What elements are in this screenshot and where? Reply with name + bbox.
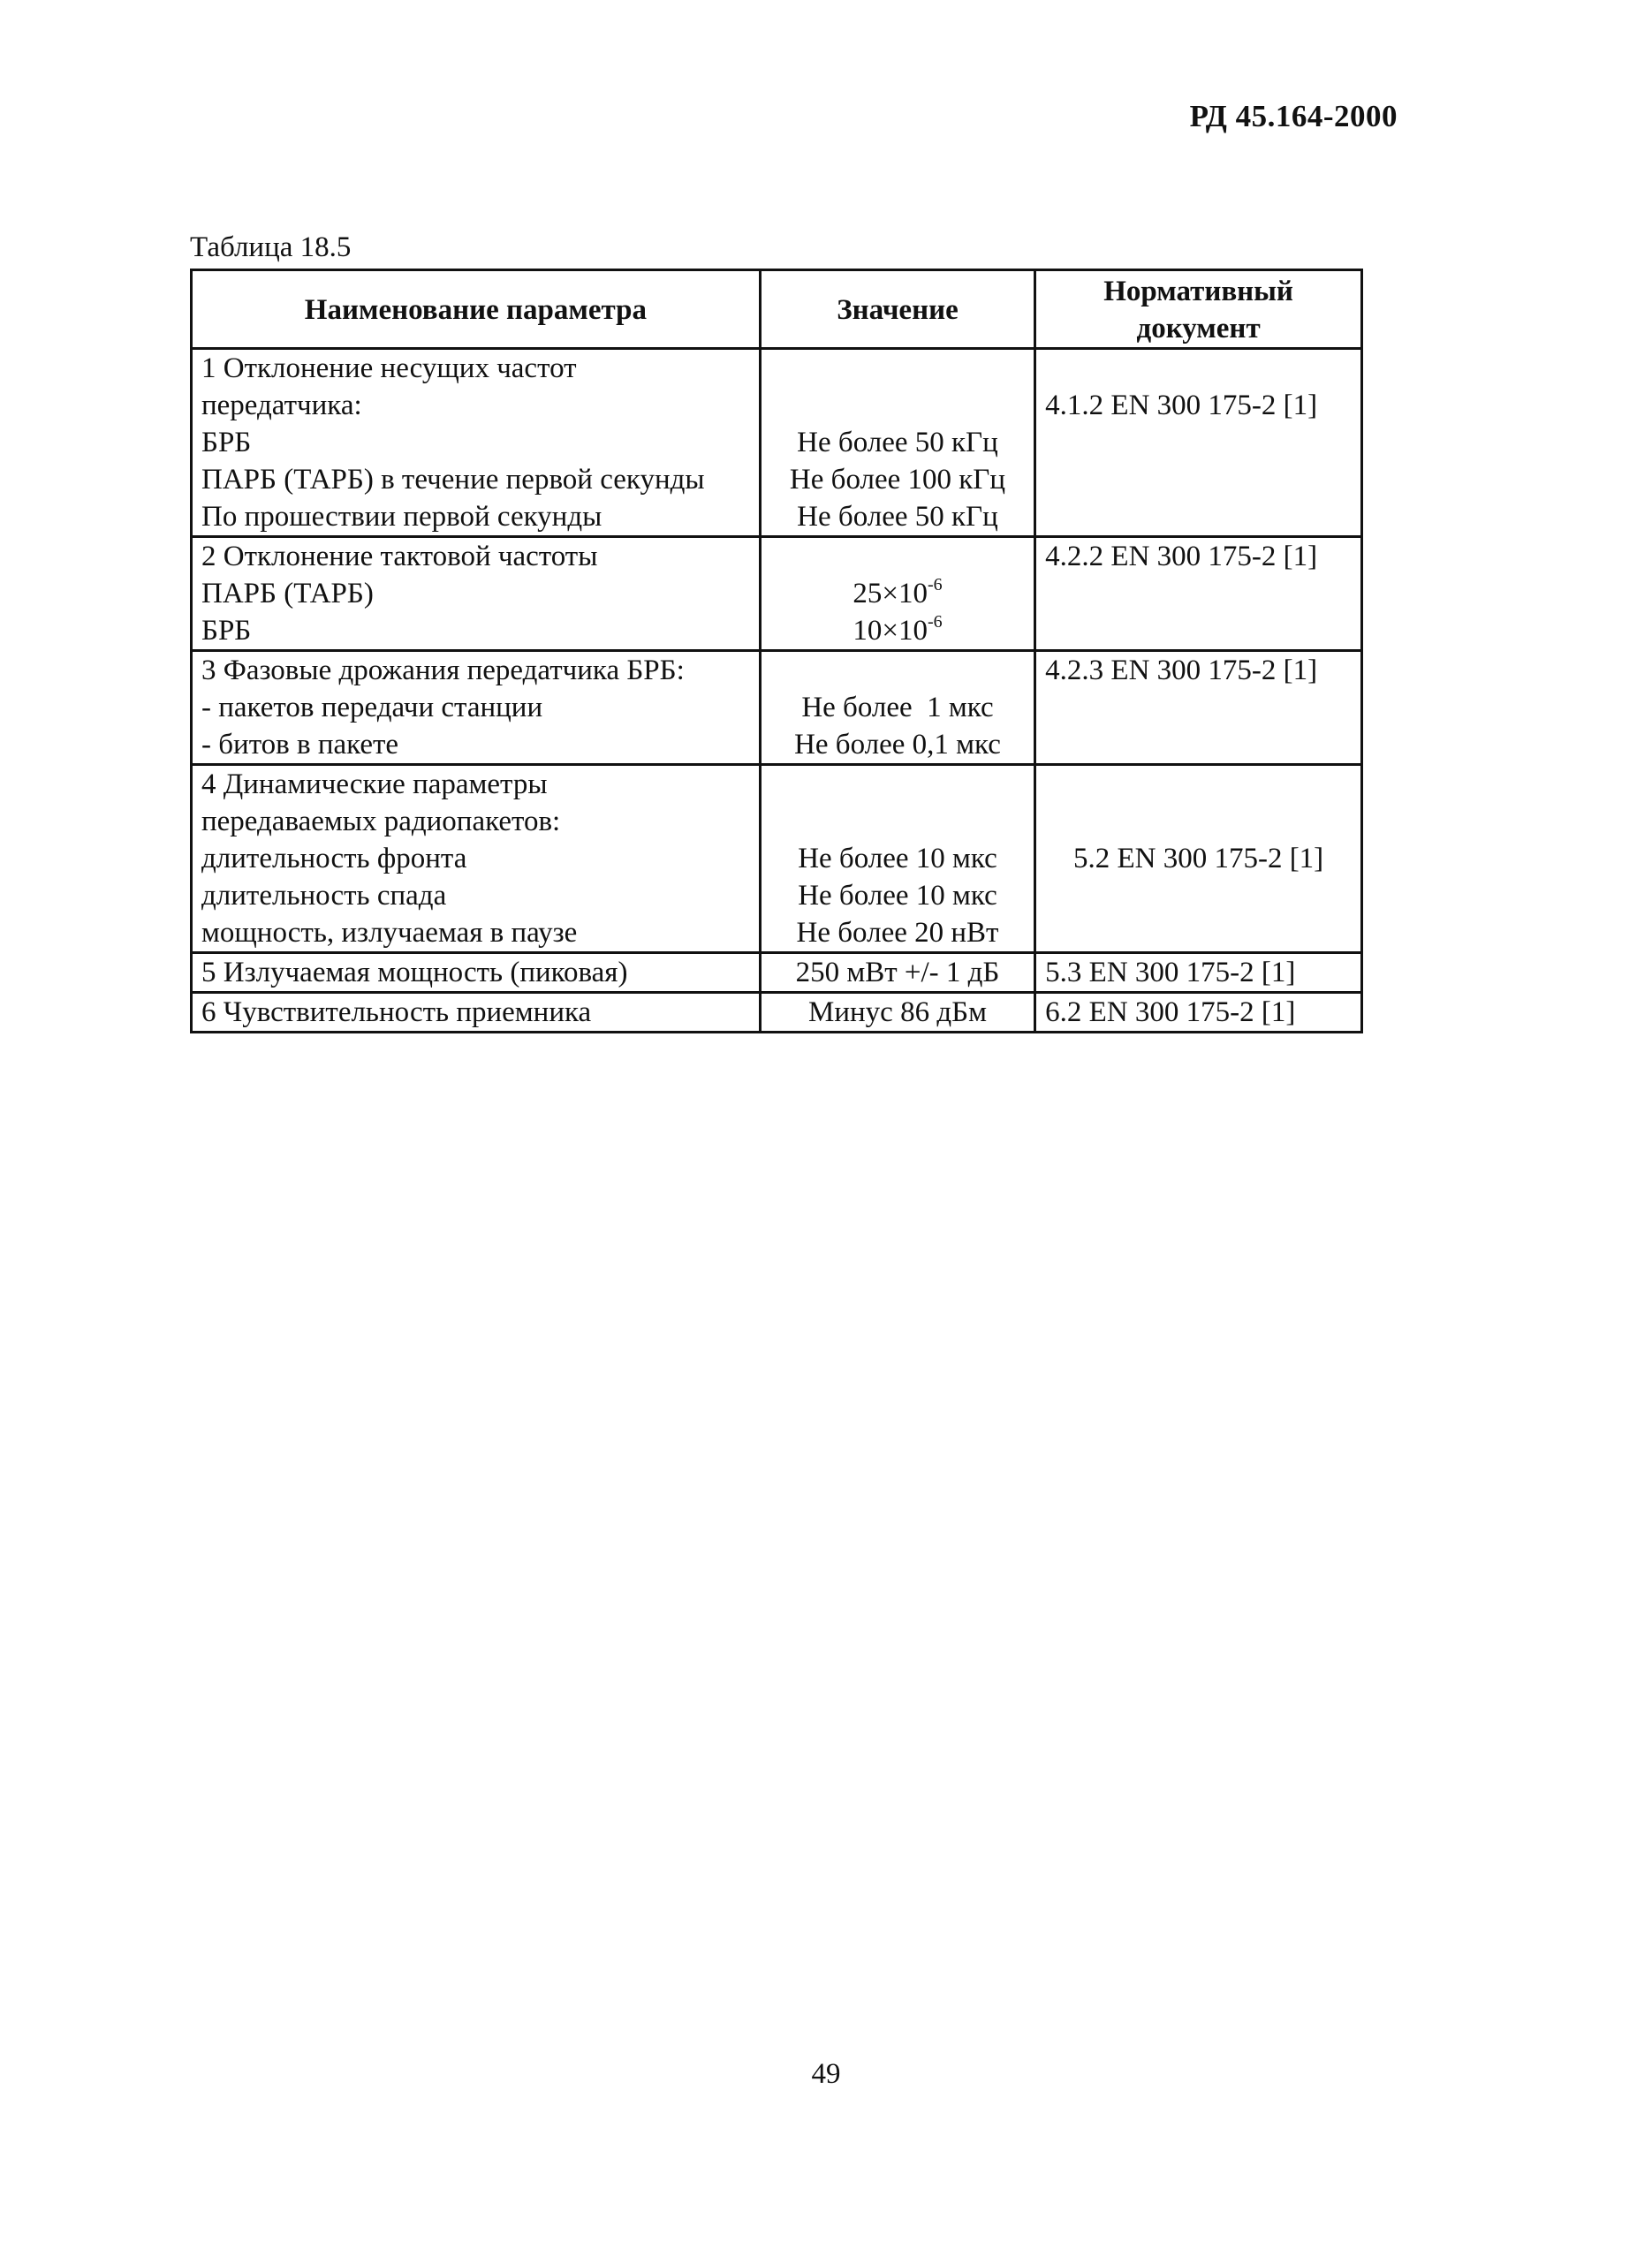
parameter-value: Минус 86 дБм xyxy=(808,996,987,1028)
normative-document-cell xyxy=(1035,349,1362,537)
value-base: 10×10 xyxy=(853,615,928,647)
normative-document-cell xyxy=(1035,765,1362,953)
normative-document: 5.3 EN 300 175-2 [1] xyxy=(1045,957,1296,988)
parameter-name-cell xyxy=(192,993,761,1033)
parameter-name-line: 4 Динамические параметры xyxy=(201,768,548,800)
parameter-name-line: мощность, излучаемая в паузе xyxy=(201,917,578,949)
parameter-name-line: БРБ xyxy=(201,427,252,458)
table-header-row xyxy=(192,270,1362,349)
parameter-value-cell xyxy=(760,349,1034,537)
parameter-value: Не более 100 кГц xyxy=(789,464,1006,496)
table-row xyxy=(192,537,1362,651)
parameter-value xyxy=(770,612,1025,649)
parameter-value-cell xyxy=(760,537,1034,651)
column-header-name: Наименование параметра xyxy=(192,270,761,349)
parameter-value: Не более 10 мкс xyxy=(798,843,997,874)
parameter-value xyxy=(770,575,1025,612)
parameter-name-line: - битов в пакете xyxy=(201,729,399,761)
parameter-value: Не более 10 мкс xyxy=(798,880,997,912)
normative-document: 6.2 EN 300 175-2 [1] xyxy=(1045,996,1296,1028)
normative-document: 4.2.3 EN 300 175-2 [1] xyxy=(1045,655,1318,686)
table-row xyxy=(192,349,1362,537)
parameter-value: Не более 50 кГц xyxy=(797,501,998,533)
parameter-value: Не более 1 мкс xyxy=(801,692,994,723)
table-row xyxy=(192,651,1362,765)
parameter-name-line: ПАРБ (ТАРБ) в течение первой секунды xyxy=(201,464,705,496)
parameter-name-line: 6 Чувствительность приемника xyxy=(201,996,592,1028)
parameter-value-cell xyxy=(760,953,1034,993)
parameter-name-line: 1 Отклонение несущих частот xyxy=(201,352,577,384)
value-exponent: -6 xyxy=(927,612,943,632)
parameter-name-line: передатчика: xyxy=(201,390,362,421)
parameter-name-line: - пакетов передачи станции xyxy=(201,692,543,723)
normative-document: 4.2.2 EN 300 175-2 [1] xyxy=(1045,541,1318,572)
value-base: 25×10 xyxy=(853,578,928,609)
parameters-table xyxy=(190,269,1363,1033)
parameter-name-line: передаваемых радиопакетов: xyxy=(201,806,561,837)
parameter-value: Не более 0,1 мкс xyxy=(794,729,1001,761)
normative-document: 4.1.2 EN 300 175-2 [1] xyxy=(1045,390,1318,421)
parameter-value-cell xyxy=(760,765,1034,953)
table-row xyxy=(192,953,1362,993)
table-row xyxy=(192,765,1362,953)
parameter-name-cell xyxy=(192,349,761,537)
normative-document-cell xyxy=(1035,537,1362,651)
normative-document: 5.2 EN 300 175-2 [1] xyxy=(1072,843,1324,874)
table-caption: Таблица 18.5 xyxy=(190,231,352,263)
document-code: РД 45.164-2000 xyxy=(1189,99,1398,133)
value-exponent: -6 xyxy=(927,575,943,594)
parameter-value: Не более 20 нВт xyxy=(796,917,999,949)
normative-document-cell xyxy=(1035,993,1362,1033)
parameter-name-cell xyxy=(192,765,761,953)
parameter-value: 250 мВт +/- 1 дБ xyxy=(795,957,1000,988)
parameter-name-cell xyxy=(192,953,761,993)
parameter-name-line: БРБ xyxy=(201,615,252,647)
column-header-document xyxy=(1035,270,1362,349)
normative-document-cell xyxy=(1035,953,1362,993)
parameter-value: Не более 50 кГц xyxy=(797,427,998,458)
page-number: 49 xyxy=(811,2058,841,2090)
parameter-name-line: длительность спада xyxy=(201,880,447,912)
parameter-name-line: 3 Фазовые дрожания передатчика БРБ: xyxy=(201,655,685,686)
parameter-name-cell xyxy=(192,537,761,651)
parameter-name-line: По прошествии первой секунды xyxy=(201,501,602,533)
parameter-name-line: ПАРБ (ТАРБ) xyxy=(201,578,374,609)
column-header-document-label: Нормативный документ xyxy=(1103,276,1293,344)
parameter-name-cell xyxy=(192,651,761,765)
parameter-name-line: 2 Отклонение тактовой частоты xyxy=(201,541,598,572)
parameter-value-cell xyxy=(760,651,1034,765)
table-row xyxy=(192,993,1362,1033)
parameter-name-line: 5 Излучаемая мощность (пиковая) xyxy=(201,957,628,988)
normative-document-cell xyxy=(1035,651,1362,765)
parameter-name-line: длительность фронта xyxy=(201,843,467,874)
parameter-value-cell xyxy=(760,993,1034,1033)
column-header-value: Значение xyxy=(760,270,1034,349)
